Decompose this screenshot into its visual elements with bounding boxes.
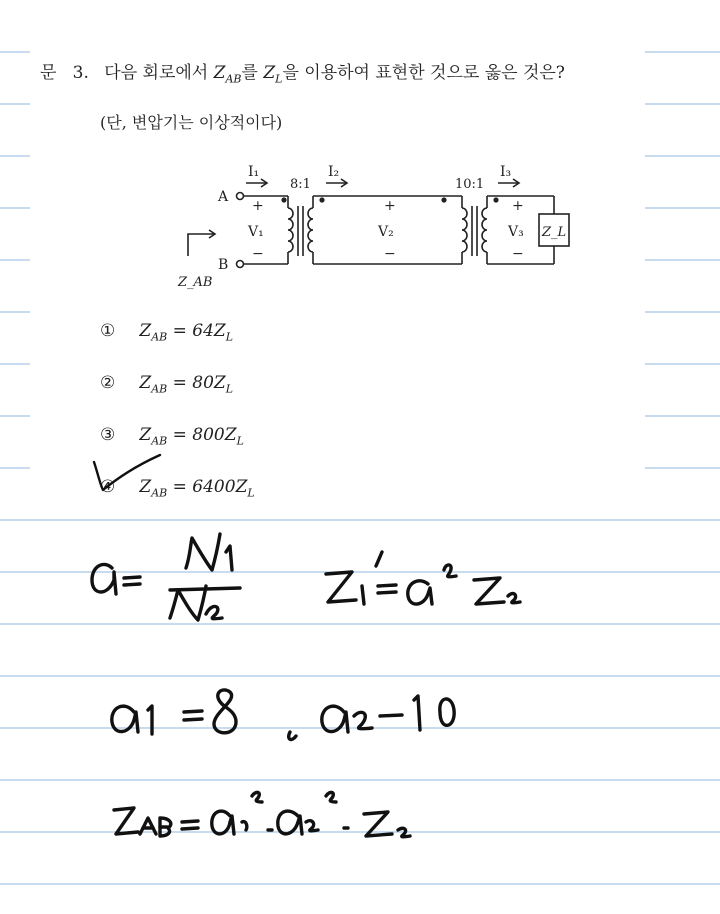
z-l-subscript: L xyxy=(275,72,283,86)
option-lhs-sub: AB xyxy=(151,330,168,344)
question-label: 문 xyxy=(40,63,57,83)
v1-minus: − xyxy=(252,246,264,262)
option-rhs: = 6400Z xyxy=(172,477,248,497)
z-ab-subscript: AB xyxy=(225,72,242,86)
ratio-t1-label: 8:1 xyxy=(290,177,311,192)
option-marker: ② xyxy=(100,373,116,393)
option-rhs: = 64Z xyxy=(172,321,226,341)
option-marker: ③ xyxy=(100,425,116,445)
option-lhs: Z xyxy=(139,373,152,393)
v2-plus: + xyxy=(384,198,396,214)
option-rhs: = 800Z xyxy=(172,425,237,445)
question-mid: 를 xyxy=(241,63,258,83)
v1-plus: + xyxy=(252,198,264,214)
z-l-symbol: Z xyxy=(263,63,276,83)
v2-label: V₂ xyxy=(378,224,394,240)
v1-label: V₁ xyxy=(248,224,264,240)
terminal-b-label: B xyxy=(218,257,229,273)
option-lhs-sub: AB xyxy=(151,382,168,396)
current-i3-label: I₃ xyxy=(500,164,512,180)
option-marker: ① xyxy=(100,321,116,341)
option-rhs: = 80Z xyxy=(172,373,226,393)
ratio-t2-label: 10:1 xyxy=(455,177,485,192)
v2-minus: − xyxy=(384,246,396,262)
option-lhs-sub: AB xyxy=(151,434,168,448)
check-mark-icon xyxy=(94,455,160,490)
v3-plus: + xyxy=(512,198,524,214)
option-marker: ④ xyxy=(100,477,116,497)
question-prefix: 다음 회로에서 xyxy=(104,63,209,83)
input-impedance-label: Z_AB xyxy=(178,275,213,290)
terminal-a-label: A xyxy=(218,189,229,205)
option-rhs-sub: L xyxy=(225,382,234,396)
option-rhs-sub: L xyxy=(247,486,255,500)
handwriting-transcription xyxy=(0,0,1,1)
option-lhs: Z xyxy=(139,425,152,445)
hw-line1a xyxy=(0,0,1,1)
option-lhs: Z xyxy=(139,321,152,341)
question-note: (단, 변압기는 이상적이다) xyxy=(100,113,283,132)
question-number: 3. xyxy=(72,63,89,83)
v3-minus: − xyxy=(512,246,524,262)
z-ab-symbol: Z xyxy=(213,63,226,83)
current-i1-label: I₁ xyxy=(248,164,260,180)
option-lhs: Z xyxy=(139,477,152,497)
v3-label: V₃ xyxy=(508,224,524,240)
question-suffix: 을 이용하여 표현한 것으로 옳은 것은? xyxy=(282,63,565,83)
current-i2-label: I₂ xyxy=(328,164,340,180)
option-rhs-sub: L xyxy=(225,330,234,344)
option-lhs-sub: AB xyxy=(151,486,168,500)
load-label: Z_L xyxy=(542,225,567,240)
option-rhs-sub: L xyxy=(236,434,244,448)
